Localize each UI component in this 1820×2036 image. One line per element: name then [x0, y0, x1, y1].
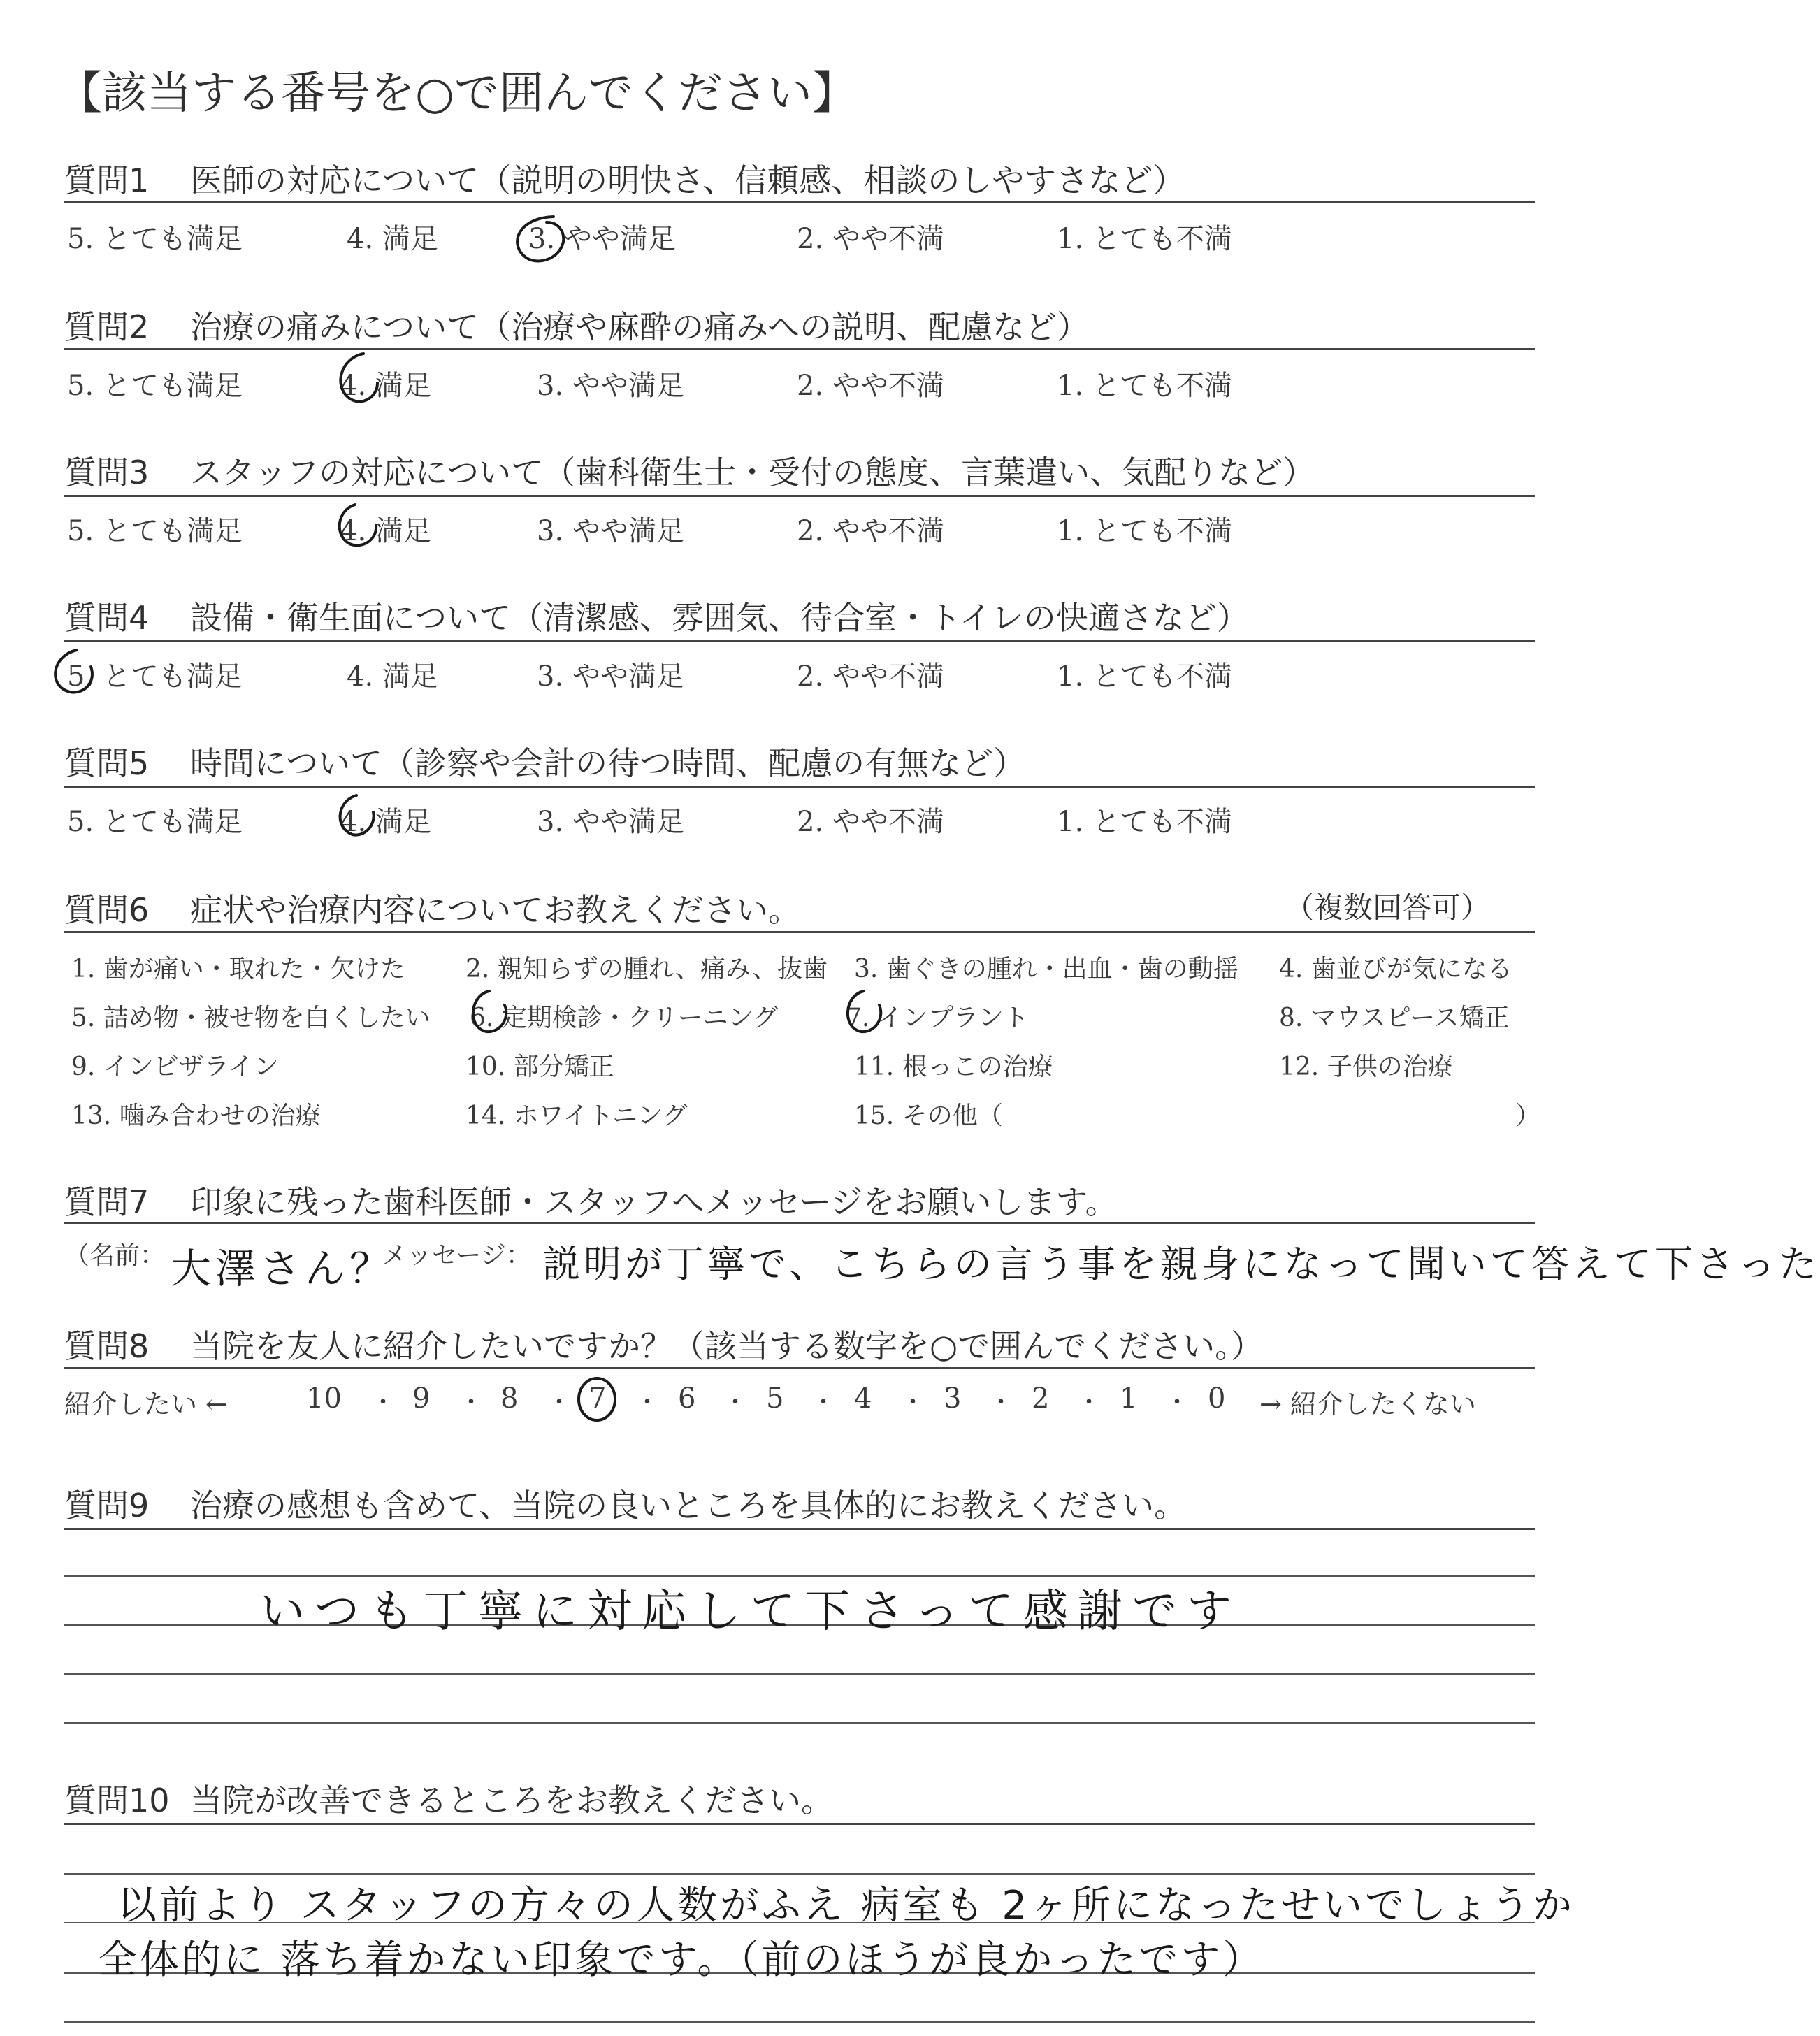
- q8-text: 当院を友人に紹介したいですか？（該当する数字を○で囲んでください。）: [190, 1327, 1264, 1365]
- q8-left-label: 紹介したい ←: [64, 1389, 228, 1420]
- q1-label: 質問1: [64, 161, 150, 199]
- q7-name-label: （名前：: [64, 1241, 166, 1270]
- q5-option-3[interactable]: 3. やや満足: [537, 806, 684, 838]
- q1-option-4[interactable]: 4. 満足: [347, 223, 438, 255]
- q8-scale-1[interactable]: 1: [1120, 1382, 1138, 1415]
- q6-item-3[interactable]: 3. 歯ぐきの腫れ・出血・歯の動揺: [854, 955, 1238, 983]
- q4-option-4[interactable]: 4. 満足: [347, 660, 438, 693]
- q10-text: 当院が改善できるところをお教えください。: [190, 1782, 833, 1819]
- q5-label: 質問5: [64, 744, 150, 782]
- q2-option-3[interactable]: 3. やや満足: [537, 370, 684, 402]
- q2-label: 質問2: [64, 308, 150, 346]
- q7-name-value[interactable]: 大澤さん？: [171, 1245, 395, 1292]
- q7-text: 印象に残った歯科医師・スタッフへメッセージをお願いします。: [190, 1183, 1118, 1221]
- q6-item-6[interactable]: 6. 定期検診・クリーニング: [470, 1004, 779, 1032]
- q9-label: 質問9: [64, 1487, 150, 1524]
- q8-label: 質問8: [64, 1327, 150, 1365]
- q8-scale-10[interactable]: 10: [306, 1382, 342, 1415]
- q10-answer-line2[interactable]: 全体的に 落ち着かない印象です。（前のほうが良かったです）: [98, 1937, 1265, 1983]
- q5-option-1[interactable]: 1. とても不満: [1057, 806, 1232, 838]
- q5-option-4[interactable]: 4. 満足: [340, 806, 431, 838]
- q8-separator: ・: [723, 1388, 749, 1417]
- q3-option-5[interactable]: 5. とても満足: [67, 515, 243, 547]
- q8-scale-7[interactable]: 7: [588, 1382, 607, 1415]
- q1-option-2[interactable]: 2. やや不満: [797, 223, 944, 255]
- q2-text: 治療の痛みについて（治療や麻酔の痛みへの説明、配慮など）: [190, 308, 1090, 346]
- q6-item-10[interactable]: 10. 部分矯正: [465, 1053, 614, 1081]
- q8-separator: ・: [988, 1388, 1014, 1417]
- q6-item6-circle-mark: [473, 991, 506, 1032]
- q6-item-15-close: ）: [1515, 1102, 1541, 1130]
- q2-option-1[interactable]: 1. とても不満: [1057, 370, 1232, 402]
- q8-scale-2[interactable]: 2: [1032, 1382, 1050, 1415]
- q6-item-15[interactable]: 15. その他（: [854, 1102, 1003, 1130]
- q4-label: 質問4: [64, 599, 150, 637]
- q8-scale-0[interactable]: 0: [1208, 1382, 1226, 1415]
- q8-scale-3[interactable]: 3: [944, 1382, 962, 1415]
- q8-scale-6[interactable]: 6: [678, 1382, 696, 1415]
- q8-scale-5[interactable]: 5: [766, 1382, 784, 1415]
- q8-scale-4[interactable]: 4: [854, 1382, 872, 1415]
- q4-option-5[interactable]: 5. とても満足: [67, 660, 243, 693]
- q6-note: （複数回答可）: [1285, 890, 1491, 925]
- q1-text: 医師の対応について（説明の明快さ、信頼感、相談のしやすさなど）: [190, 161, 1185, 199]
- q1-option-3[interactable]: 3. やや満足: [528, 223, 676, 255]
- q5-option-5[interactable]: 5. とても満足: [67, 806, 243, 838]
- q6-item-9[interactable]: 9. インビザライン: [71, 1053, 279, 1081]
- q6-item-2[interactable]: 2. 親知らずの腫れ、痛み、抜歯: [465, 955, 828, 983]
- q8-separator: ・: [547, 1388, 572, 1417]
- q1-option-1[interactable]: 1. とても不満: [1057, 223, 1232, 255]
- q5-text: 時間について（診察や会計の待つ時間、配慮の有無など）: [190, 744, 1026, 782]
- q6-item7-circle-mark: [848, 991, 881, 1032]
- q6-item-5[interactable]: 5. 詰め物・被せ物を白くしたい: [71, 1004, 431, 1032]
- page-title: 【該当する番号を○で囲んでください】: [57, 68, 857, 120]
- q8-separator: ・: [458, 1388, 484, 1417]
- q10-label: 質問10: [64, 1782, 170, 1819]
- q6-item-14[interactable]: 14. ホワイトニング: [465, 1102, 688, 1130]
- q8-scale-8[interactable]: 8: [500, 1382, 519, 1415]
- q6-item-12[interactable]: 12. 子供の治療: [1279, 1053, 1453, 1081]
- q2-option-5[interactable]: 5. とても満足: [67, 370, 243, 402]
- q3-option-4[interactable]: 4. 満足: [340, 515, 431, 547]
- q2-option-4[interactable]: 4. 満足: [340, 370, 431, 402]
- q2-option-2[interactable]: 2. やや不満: [797, 370, 944, 402]
- q8-separator: ・: [1076, 1388, 1102, 1417]
- q6-text: 症状や治療内容についてお教えください。: [190, 891, 801, 929]
- q4-option-3[interactable]: 3. やや満足: [537, 660, 684, 693]
- q1-option-5[interactable]: 5. とても満足: [67, 223, 243, 255]
- q7-message-label: メッセージ：: [382, 1241, 531, 1270]
- q8-circle-mark: [579, 1378, 615, 1420]
- q6-item-7[interactable]: 7. インプラント: [846, 1004, 1029, 1032]
- q4-circle-mark: [55, 650, 92, 693]
- q6-item-8[interactable]: 8. マウスピース矯正: [1279, 1004, 1510, 1032]
- q8-separator: ・: [1164, 1388, 1190, 1417]
- q8-right-label: → 紹介したくない: [1259, 1389, 1476, 1420]
- q8-separator: ・: [370, 1388, 396, 1417]
- q4-option-1[interactable]: 1. とても不満: [1057, 660, 1232, 693]
- q1-circle-mark: [517, 217, 563, 261]
- q6-item-13[interactable]: 13. 噛み合わせの治療: [71, 1102, 321, 1130]
- q3-text: スタッフの対応について（歯科衛生士・受付の態度、言葉遣い、気配りなど）: [190, 454, 1315, 491]
- q3-option-2[interactable]: 2. やや不満: [797, 515, 944, 547]
- q6-item-11[interactable]: 11. 根っこの治療: [854, 1053, 1053, 1081]
- q9-answer[interactable]: いつも丁寧に対応して下さって感謝です: [260, 1586, 1241, 1638]
- q9-text: 治療の感想も含めて、当院の良いところを具体的にお教えください。: [190, 1487, 1187, 1524]
- q6-item-4[interactable]: 4. 歯並びが気になる: [1279, 955, 1512, 983]
- q3-option-1[interactable]: 1. とても不満: [1057, 515, 1232, 547]
- q10-answer-line1[interactable]: 以前より スタッフの方々の人数がふえ 病室も 2ヶ所になったせいでしょうか: [117, 1883, 1575, 1928]
- q5-circle-mark: [340, 795, 374, 835]
- q2-circle-mark: [340, 354, 377, 401]
- q3-circle-mark: [340, 505, 376, 545]
- q6-item-1[interactable]: 1. 歯が痛い・取れた・欠けた: [71, 955, 405, 983]
- q8-separator: ・: [811, 1388, 837, 1417]
- q3-option-3[interactable]: 3. やや満足: [537, 515, 684, 547]
- q7-message-value[interactable]: 説明が丁寧で、こちらの言う事を親身になって聞いて答えて下さった: [542, 1242, 1820, 1286]
- q8-separator: ・: [635, 1388, 660, 1417]
- q6-label: 質問6: [64, 891, 150, 929]
- q4-option-2[interactable]: 2. やや不満: [797, 660, 944, 693]
- q5-option-2[interactable]: 2. やや不満: [797, 806, 944, 838]
- q7-label: 質問7: [64, 1183, 150, 1221]
- q8-scale-9[interactable]: 9: [412, 1382, 431, 1415]
- q8-separator: ・: [900, 1388, 926, 1417]
- q3-label: 質問3: [64, 454, 150, 491]
- q4-text: 設備・衛生面について（清潔感、雰囲気、待合室・トイレの快適さなど）: [190, 599, 1249, 637]
